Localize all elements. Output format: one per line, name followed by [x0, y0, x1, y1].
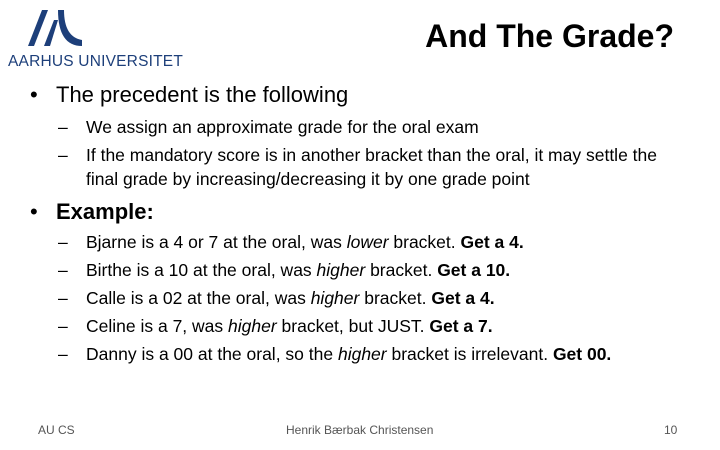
footer-page-number: 10	[664, 423, 678, 437]
example-item: – Calle is a 02 at the oral, was higher bracket. Get a 4.	[58, 288, 495, 308]
bullet-text: Example:	[56, 199, 154, 224]
footer-course: AU CS	[38, 423, 75, 437]
bullet-example: • Example:	[30, 199, 154, 224]
sub-bullet-oral: – We assign an approximate grade for the oral exam	[58, 115, 698, 139]
footer-author: Henrik Bærbak Christensen	[286, 423, 434, 437]
example-result: Get 00.	[552, 344, 612, 364]
bullet-precedent: • The precedent is the following	[30, 82, 349, 107]
example-item: – Birthe is a 10 at the oral, was higher bracket. Get a 10.	[58, 260, 511, 280]
example-result: Get a 10.	[437, 260, 511, 280]
bullet-text: The precedent is the following	[56, 82, 349, 107]
sub-bullet-text: If the mandatory score is in another bracket than the oral, it may settle the final grade by increasing/decreasing it by one grade point	[86, 145, 657, 189]
example-item: – Danny is a 00 at the oral, so the higher bracket is irrelevant. Get 00.	[58, 344, 612, 364]
example-item: – Bjarne is a 4 or 7 at the oral, was lower bracket. Get a 4.	[58, 232, 524, 252]
university-logo	[8, 4, 183, 74]
example-item: – Celine is a 7, was higher bracket, but JUST. Get a 7.	[58, 316, 493, 336]
example-result: Get a 7.	[429, 316, 493, 336]
example-result: Get a 4.	[431, 288, 495, 308]
slide-title: And The Grade?	[425, 18, 674, 54]
aarhus-seal-icon	[24, 6, 86, 50]
logo-wordmark: AARHUS UNIVERSITET	[8, 53, 183, 70]
sub-bullet-mandatory: – If the mandatory score is in another bracket than the oral, it may settle the final grade by increasing/decreasing it by one grade point	[58, 143, 688, 191]
sub-bullet-text: We assign an approximate grade for the oral exam	[86, 117, 479, 137]
example-result: Get a 4.	[460, 232, 524, 252]
